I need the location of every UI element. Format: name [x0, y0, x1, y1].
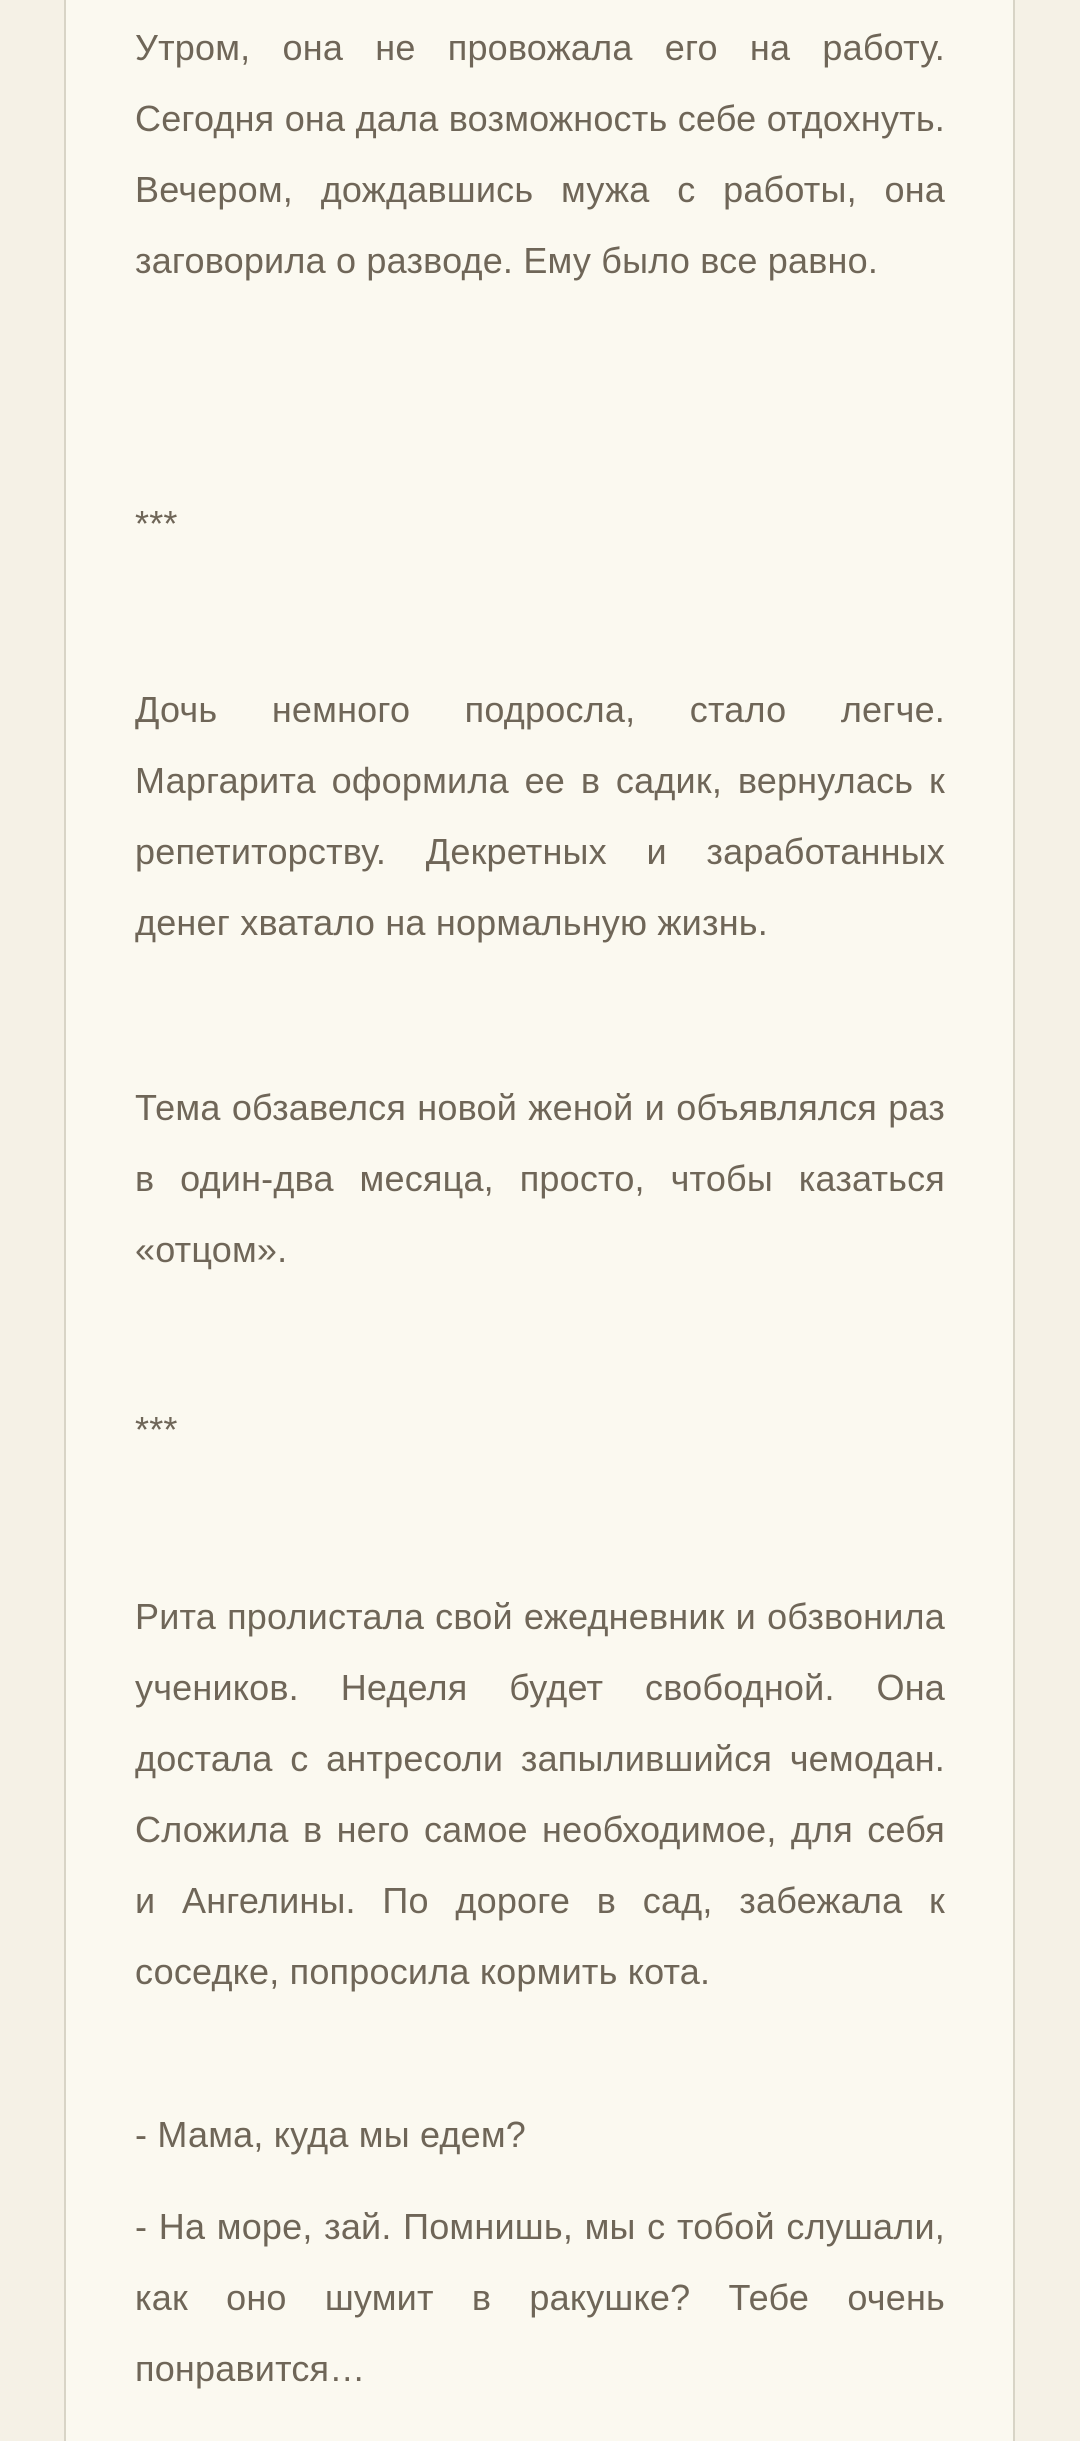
dialogue-line: - На море, зай. Помнишь, мы с тобой слушали, как оно шумит в ракушке? Тебе очень понравится… [135, 2206, 945, 2389]
paragraph-3: Тема обзавелся новой женой и объявлялся раз в один-два месяца, просто, чтобы казаться «отцом». [135, 1087, 945, 1270]
paragraph-4: Рита пролистала свой ежедневник и обзвонила учеников. Неделя будет свободной. Она достала с антресоли запылившийся чемодан. Сложила в него самое необходимое, для себя и Ангелины. По дороге в сад, забежала к соседке, попросила кормить кота. [135, 1596, 945, 1992]
section-separator: *** [135, 503, 178, 544]
section-separator: *** [135, 1409, 178, 1450]
paragraph-1: Утром, она не провожала его на работу. Сегодня она дала возможность себе отдохнуть. Вечером, дождавшись мужа с работы, она заговорила о разводе. Ему было все равно. [135, 27, 945, 281]
paragraph-2: Дочь немного подросла, стало легче. Маргарита оформила ее в садик, вернулась к репетиторству. Декретных и заработанных денег хватало на нормальную жизнь. [135, 689, 945, 943]
dialogue-line: - Мама, куда мы едем? [135, 2114, 527, 2155]
